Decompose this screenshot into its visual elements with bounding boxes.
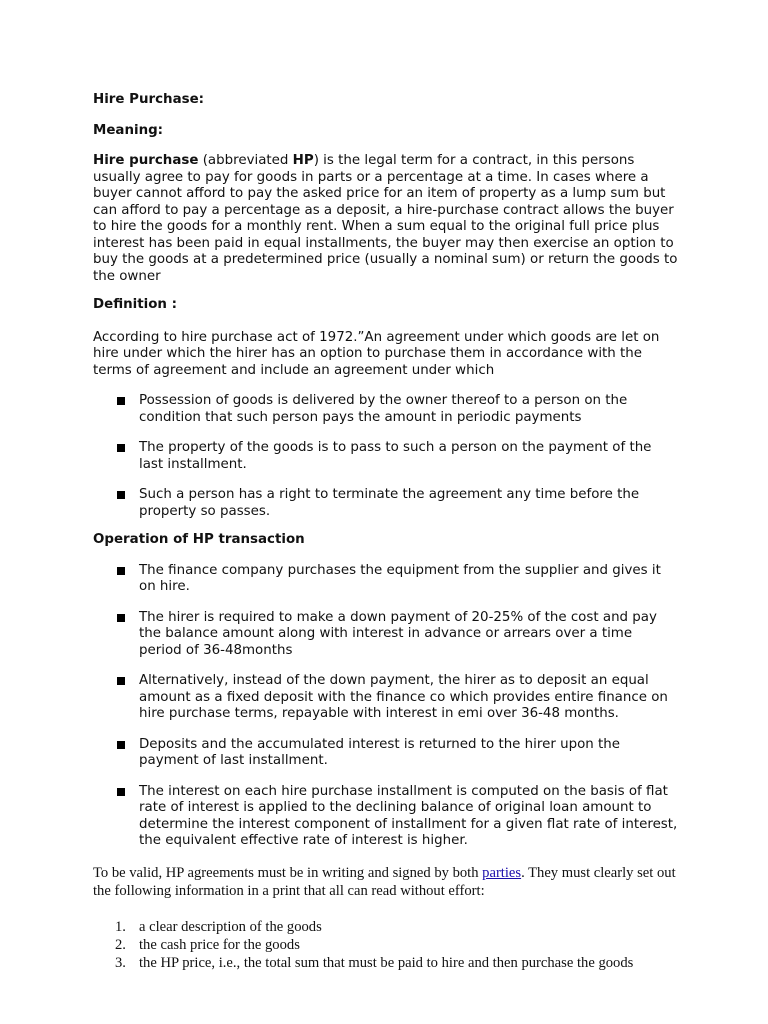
list-item-text: Possession of goods is delivered by the owner thereof to a person on the condition that such person pays the amount in periodic payments: [139, 393, 628, 425]
list-item: [115, 918, 678, 936]
meaning-text-part1: (abbreviated: [198, 153, 293, 168]
list-item: [139, 393, 678, 426]
operation-bullet-list: [93, 563, 678, 850]
validity-text-after: . They must clearly set out the following information in a print that all can read without effort:: [93, 864, 676, 899]
list-item: [139, 610, 678, 660]
meaning-abbr: HP: [292, 153, 314, 168]
list-item: [139, 487, 678, 520]
list-item-text: The hirer is required to make a down payment of 20-25% of the cost and pay the balance amount along with interest in advance or arrears over a time period of 36-48months: [139, 609, 657, 658]
list-item-text: Such a person has a right to terminate the agreement any time before the property so passes.: [139, 487, 640, 519]
document-body: [93, 92, 678, 972]
requirements-numbered-list: [93, 918, 678, 972]
document-title: Hire Purchase:: [93, 92, 205, 107]
validity-paragraph: [93, 864, 678, 900]
list-item: [139, 563, 678, 596]
list-item-text: The finance company purchases the equipment from the supplier and gives it on hire.: [139, 562, 661, 594]
square-bullet-icon: [117, 397, 125, 405]
list-item: [115, 936, 678, 954]
list-item-text: the cash price for the goods: [139, 936, 300, 953]
meaning-text-part2: ) is the legal term for a contract, in this persons usually agree to pay for goods in parts or a percentage at a time. In cases where a buyer cannot afford to pay the asked price for an item of property as a lump sum but can afford to pay a percentage as a deposit, a hire-purchase contract allows the buyer to hire the goods for a monthly rent. When a sum equal to the original full price plus interest has been paid in equal installments, the buyer may then exercise an option to buy the goods at a predetermined price (usually a nominal sum) or return the goods to the owner: [93, 153, 678, 284]
parties-link[interactable]: parties: [482, 864, 522, 881]
square-bullet-icon: [117, 567, 125, 575]
list-item-text: Alternatively, instead of the down payment, the hirer as to deposit an equal amount as a fixed deposit with the finance co which provides entire finance on hire purchase terms, repayable with interest in emi over 36-48 months.: [139, 673, 668, 721]
square-bullet-icon: [117, 491, 125, 499]
list-item: [139, 673, 678, 723]
list-item: [139, 784, 678, 850]
square-bullet-icon: [117, 444, 125, 452]
list-item: [115, 954, 678, 972]
list-item-text: a clear description of the goods: [139, 918, 322, 935]
operation-heading: Operation of HP transaction: [93, 532, 305, 547]
square-bullet-icon: [117, 677, 125, 685]
validity-text-before: To be valid, HP agreements must be in writing and signed by both: [93, 864, 483, 881]
definition-heading: Definition :: [93, 297, 177, 312]
list-item-text: Deposits and the accumulated interest is returned to the hirer upon the payment of last installment.: [139, 736, 620, 768]
list-item-number: 1.: [115, 918, 126, 935]
meaning-term: Hire purchase: [93, 153, 199, 168]
meaning-heading: Meaning:: [93, 122, 164, 138]
list-item-number: 3.: [115, 954, 126, 971]
square-bullet-icon: [117, 614, 125, 622]
definition-bullet-list: [93, 393, 678, 520]
list-item-text: The property of the goods is to pass to such a person on the payment of the last installment.: [139, 440, 652, 472]
list-item: [139, 440, 678, 473]
list-item-text: the HP price, i.e., the total sum that must be paid to hire and then purchase the goods: [139, 954, 634, 971]
meaning-paragraph: [93, 153, 678, 285]
list-item-text: The interest on each hire purchase installment is computed on the basis of flat rate of interest is applied to the declining balance of original loan amount to determine the interest component of installment for a given flat rate of interest, the equivalent effective rate of interest is higher.: [139, 783, 678, 848]
list-item-number: 2.: [115, 936, 126, 953]
square-bullet-icon: [117, 788, 125, 796]
definition-paragraph: According to hire purchase act of 1972.”An agreement under which goods are let on hire under which the hirer has an option to purchase them in accordance with the terms of agreement and include an agreement under which: [93, 329, 660, 378]
list-item: [139, 737, 678, 770]
square-bullet-icon: [117, 741, 125, 749]
